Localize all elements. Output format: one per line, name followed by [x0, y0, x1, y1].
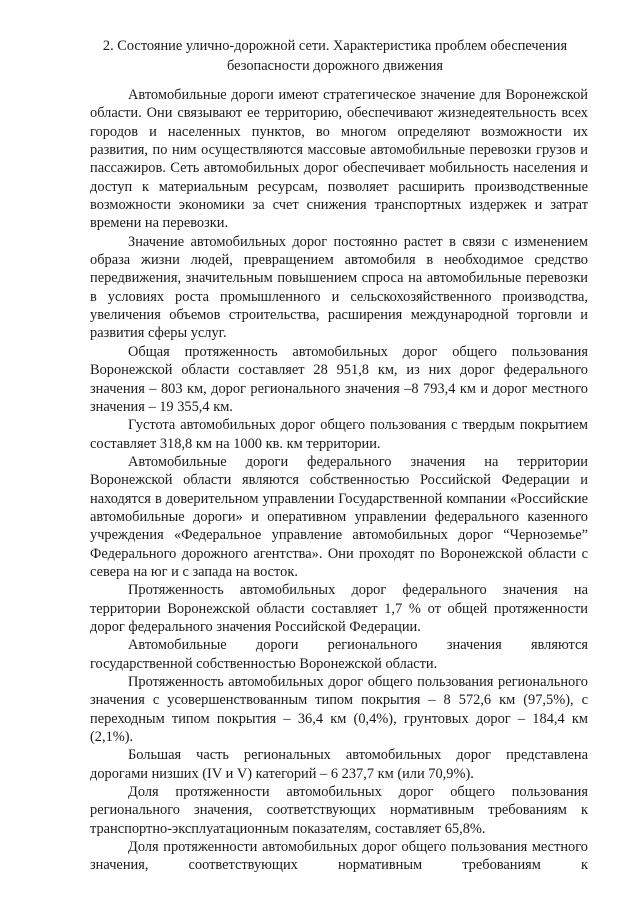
- paragraph-total-length: Общая протяженность автомобильных дорог общего пользования Воронежской области составляет 28 951,8 км, из них дорог федерального значения – 803 км, дорог регионального значения –8 793,4 км и дорог местного значения – 19 355,4 км.: [90, 343, 588, 415]
- section-heading-line-1: 2. Состояние улично-дорожной сети. Характеристика проблем обеспечения: [102, 38, 568, 54]
- paragraph-regional-categories: Большая часть региональных автомобильных дорог представлена дорогами низших (IV и V) категорий – 6 237,7 км (или 70,9%).: [90, 747, 588, 782]
- paragraph-local-compliance: Доля протяженности автомобильных дорог общего пользования местного значения, соответствующих нормативным требованиям к: [90, 839, 588, 874]
- paragraph-federal-share: Протяженность автомобильных дорог федерального значения на территории Воронежской области составляет 1,7 % от общей протяженности дорог федерального значения Российской Федерации.: [90, 582, 588, 635]
- body-text: [90, 86, 588, 875]
- paragraph-regional-surface-types: Протяженность автомобильных дорог общего пользования регионального значения с усовершенствованным типом покрытия – 8 572,6 км (97,5%), с переходным типом покрытия – 36,4 км (0,4%), грунтовых дорог – 184,4 км (2,1%).: [90, 674, 588, 746]
- section-heading: [80, 36, 590, 76]
- paragraph-federal-roads: Автомобильные дороги федерального значения на территории Воронежской области являются собственностью Российской Федерации и находятся в доверительном управлении Государственной компании «Российские автомобильные дороги» и оперативном управлении федерального казенного учреждения «Федеральное управление автомобильных дорог “Черноземье” Федерального дорожного агентства». Они проходят по Воронежской области с севера на юг и с запада на восток.: [90, 453, 588, 580]
- paragraph-road-importance: Автомобильные дороги имеют стратегическое значение для Воронежской области. Они связывают ее территорию, обеспечивают жизнедеятельность всех городов и населенных пунктов, во многом определяют возможности их развития, по ним осуществляются массовые автомобильные перевозки грузов и пассажиров. Сеть автомобильных дорог обеспечивает мобильность населения и доступ к материальным ресурсам, позволяет расширить производственные возможности экономики за счет снижения транспортных издержек и затрат времени на перевозки.: [90, 87, 588, 232]
- paragraph-regional-ownership: Автомобильные дороги регионального значения являются государственной собственностью Воронежской области.: [90, 637, 588, 672]
- paragraph-road-density: Густота автомобильных дорог общего пользования с твердым покрытием составляет 318,8 км на 1000 кв. км территории.: [90, 417, 588, 452]
- paragraph-regional-compliance: Доля протяженности автомобильных дорог общего пользования регионального значения, соответствующих нормативным требованиям к транспортно-эксплуатационным показателям, составляет 65,8%.: [90, 784, 588, 837]
- section-heading-line-2: безопасности дорожного движения: [227, 58, 443, 74]
- paragraph-road-value-growth: Значение автомобильных дорог постоянно растет в связи с изменением образа жизни людей, превращением автомобиля в необходимое средство передвижения, значительным повышением спроса на автомобильные перевозки в условиях роста промышленного и сельскохозяйственного производства, увеличения объемов строительства, расширения международной торговли и развития сферы услуг.: [90, 233, 588, 342]
